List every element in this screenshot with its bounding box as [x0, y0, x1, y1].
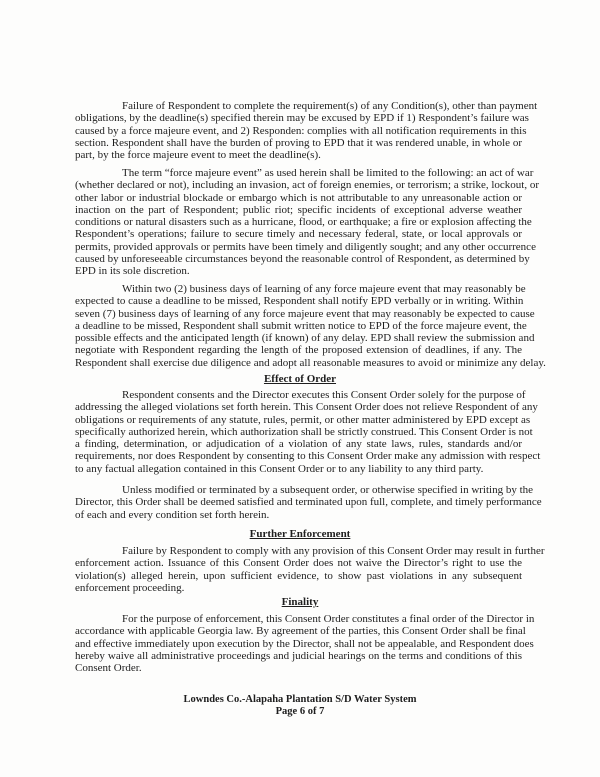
text-line: seven (7) business days of learning of any force majeure event that may reasonably be expected to cause	[75, 307, 535, 320]
text-line: accordance with applicable Georgia law. By agreement of the parties, this Consent Order shall be final	[75, 625, 526, 638]
footer-title: Lowndes Co.-Alapaha Plantation S/D Water System	[183, 694, 417, 705]
text-line: Unless modified or terminated by a subsequent order, or otherwise specified in writing by the	[122, 484, 534, 496]
text-line: other labor or industrial blockade or embargo which is not attributable to any unreasonable action or	[75, 191, 522, 204]
text-line: caused by a force majeure event, and 2) Responden: complies with all notification requirements in this	[75, 124, 527, 137]
text-line: violation(s) alleged herein, upon sufficient evidence, to show past violations in any subsequent	[75, 569, 522, 582]
text-line: to any factual allegation contained in this Consent Order or to any liability to any third party.	[75, 462, 484, 475]
text-line: caused by unforeseeable circumstances beyond the reasonable control of Respondent, as determined by	[75, 253, 530, 266]
text-line: inaction on the part of Respondent; public riot; specific incidents of exceptional adverse weather	[75, 203, 522, 216]
paragraph-termination	[75, 484, 542, 521]
paragraph-further-enforcement	[75, 545, 545, 594]
text-line: Respondent’s operations; failure to secure timely and necessary federal, state, or local approvals or	[75, 228, 522, 241]
paragraph-notification	[75, 283, 546, 369]
text-line: For the purpose of enforcement, this Consent Order constitutes a final order of the Director in	[122, 613, 535, 625]
text-line: permits, provided approvals or permits have been timely and diligently sought; and any other occurrence	[75, 240, 536, 253]
text-line: (whether declared or not), including an invasion, act of foreign enemies, or terrorism; a strike, lockout, or	[75, 179, 539, 192]
heading-further-enforcement: Further Enforcement	[249, 528, 351, 540]
text-line: a finding, determination, or adjudication of a violation of any state laws, rules, standards and/or	[75, 438, 522, 451]
text-line: Within two (2) business days of learning of any force majeure event that may reasonably be	[122, 283, 526, 295]
text-line: enforcement proceeding.	[75, 581, 185, 594]
footer-page-number: Page 6 of 7	[275, 706, 325, 717]
text-line: conditions or natural disasters such as a hurricane, flood, or earthquake; a fire or explosion affecting the	[75, 216, 532, 229]
text-line: of each and every condition set forth herein.	[75, 508, 270, 521]
text-line: obligations, by the deadline(s) specified therein may be excused by EPD if 1) Respondent’s failure was	[75, 112, 529, 125]
text-line: obligations or requirements of any statute, rules, permit, or other matter administered by EPD except as	[75, 413, 531, 426]
paragraph-effect-of-order	[75, 389, 541, 475]
text-line: EPD in its sole discretion.	[75, 265, 190, 278]
text-line: Respondent shall exercise due diligence and adopt all reasonable measures to avoid or minimize any delay.	[75, 356, 546, 369]
page-footer	[0, 694, 600, 718]
text-line: negotiate with Respondent regarding the length of the proposed extension of deadlines, if any. The	[75, 344, 522, 357]
paragraph-force-majeure-definition	[75, 167, 539, 278]
text-line: expected to cause a deadline to be missed, Respondent shall notify EPD verbally or in writing. Within	[75, 295, 524, 308]
text-line: Director, this Order shall be deemed satisfied and terminated upon full, complete, and timely performance	[75, 496, 542, 509]
heading-effect-of-order: Effect of Order	[263, 373, 337, 385]
text-line: enforcement action. Issuance of this Consent Order does not waive the Director’s right to use the	[75, 557, 522, 570]
text-line: possible effects and the anticipated length (if known) of any delay. EPD shall review the submission and	[75, 332, 535, 345]
heading-finality: Finality	[281, 596, 319, 608]
text-line: Respondent consents and the Director executes this Consent Order solely for the purpose of	[122, 389, 526, 401]
text-line: The term “force majeure event” as used herein shall be limited to the following: an act of war	[122, 167, 534, 179]
text-line: specifically authorized herein, which authorization shall be strictly construed. This Consent Order is not	[75, 425, 533, 438]
text-line: part, by the force majeure event to meet the deadline(s).	[75, 149, 321, 162]
text-line: addressing the alleged violations set forth herein. This Consent Order does not relieve Respondent of any	[75, 401, 538, 414]
paragraph-finality	[75, 613, 535, 675]
text-line: Consent Order.	[75, 662, 142, 675]
paragraph-force-majeure-excuse	[75, 100, 538, 162]
text-line: Failure by Respondent to comply with any provision of this Consent Order may result in further	[122, 545, 545, 557]
text-line: a deadline to be missed, Respondent shall submit written notice to EPD of the force majeure event, the	[75, 319, 527, 332]
text-line: requirements, nor does Respondent by consenting to this Consent Order make any admission with respect	[75, 450, 541, 463]
text-line: section. Respondent shall have the burden of proving to EPD that it was rendered unable, in whole or	[75, 136, 522, 149]
text-line: Failure of Respondent to complete the requirement(s) of any Condition(s), other than payment	[122, 100, 538, 112]
text-line: and effective immediately upon execution by the Director, shall not be appealable, and Respondent does	[75, 637, 534, 650]
text-line: hereby waive all administrative proceedings and judicial hearings on the terms and conditions of this	[75, 649, 522, 662]
